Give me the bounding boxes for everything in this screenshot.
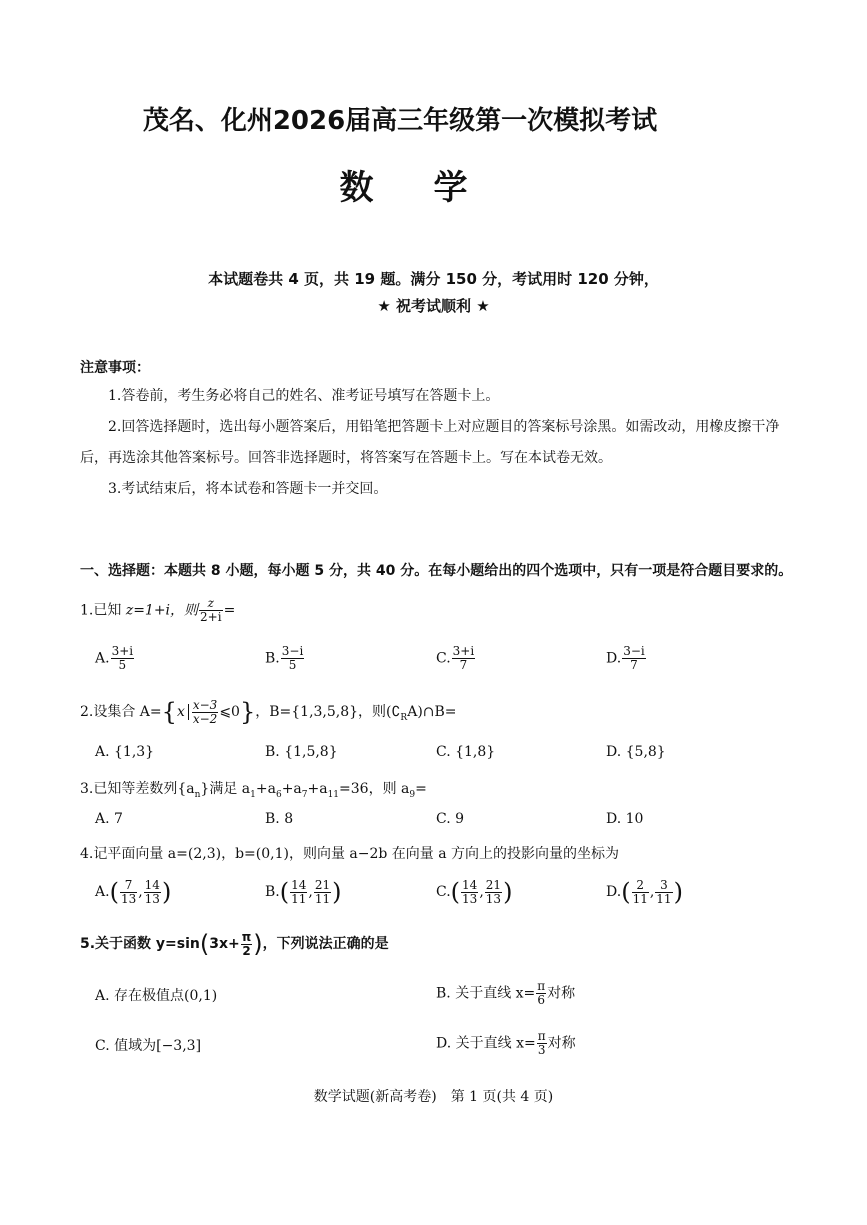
q5-option-a[interactable]: A. 存在极值点(0,1) [95,988,218,1004]
notice-item: 3.考试结束后，将本试卷和答题卡一并交回。 [108,481,388,497]
page-footer: 数学试题(新高考卷) 第 1 页(共 4 页) [313,1089,554,1105]
q5-option-d[interactable]: D. 关于直线 x= $\frac{\pi}{3}$ 对称 [436,1029,576,1057]
question-3: 3.已知等差数列$\{a_n\}$满足 $a_1+a_6+a_7+a_{11}=36$，则 $a_9=$ [80,781,427,800]
notice-list [80,381,800,505]
q1-option-a[interactable]: A. $\frac{3+i}{5}$ [95,644,134,672]
q3-option-a[interactable]: A. 7 [95,811,123,827]
subject-title: 数学 [339,168,528,208]
q4-option-c[interactable]: C.( $\frac{14}{13}$ , $\frac{21}{13}$ ) [436,877,513,906]
q3-option-c[interactable]: C. 9 [436,811,465,827]
q5-option-b[interactable]: B. 关于直线 x= $\frac{\pi}{6}$ 对称 [436,979,576,1007]
q4-option-b[interactable]: B.( $\frac{14}{11}$ , $\frac{21}{11}$ ) [265,877,342,906]
exam-info: 本试题卷共 4 页，共 19 题。满分 150 分，考试用时 120 分钟， [208,270,659,288]
question-4: 4.记平面向量 a=(2,3)，b=(0,1)，则向量 a−2b 在向量 a 方向上的投影向量的坐标为 [80,846,620,862]
q1-option-b[interactable]: B. $\frac{3-i}{5}$ [265,644,304,672]
notice-item: 2.回答选择题时，选出每小题答案后，用铅笔把答题卡上对应题目的答案标号涂黑。如需改动，用橡皮擦干净后，再选涂其他答案标号。回答非选择题时，将答案写在答题卡上。写在本试卷无效。 [80,419,780,466]
q4-option-a[interactable]: A.( $\frac{7}{13}$ , $\frac{14}{13}$ ) [95,877,172,906]
q2-option-b[interactable]: B. {1,5,8} [265,744,338,760]
q1-option-c[interactable]: C. $\frac{3+i}{7}$ [436,644,475,672]
notice-heading: 注意事项： [80,360,150,376]
section-heading: 一、选择题：本题共 8 小题，每小题 5 分，共 40 分。在每小题给出的四个选项中，只有一项是符合题目要求的。 [80,563,793,579]
question-2: 2.设集合 A={x $\frac{x-3}{x-2}$ ⩽0}，B={1,3,5,8}，则$(∁_RA)\cap B=$ [80,697,457,726]
question-1: 1.已知 z=1+i，则 $\frac{z}{2+i}$ = [80,596,236,624]
exam-title: 茂名、化州2026届高三年级第一次模拟考试 [142,106,658,136]
q3-option-d[interactable]: D. 10 [606,811,644,827]
q2-option-a[interactable]: A. {1,3} [95,744,155,760]
q5-option-c[interactable]: C. 值域为[−3,3] [95,1038,202,1054]
q2-option-c[interactable]: C. {1,8} [436,744,496,760]
q2-option-d[interactable]: D. {5,8} [606,744,666,760]
q3-option-b[interactable]: B. 8 [265,811,294,827]
notice-item: 1.答卷前，考生务必将自己的姓名、准考证号填写在答题卡上。 [108,388,500,404]
good-luck-line: ★ 祝考试顺利 ★ [377,297,490,315]
question-5: 5.关于函数 y=sin(3x+ $\frac{\pi}{2}$ )，下列说法正确的是 [80,929,389,958]
q4-option-d[interactable]: D.( $\frac{2}{11}$ , $\frac{3}{11}$ ) [606,877,683,906]
q1-option-d[interactable]: D. $\frac{3-i}{7}$ [606,644,645,672]
